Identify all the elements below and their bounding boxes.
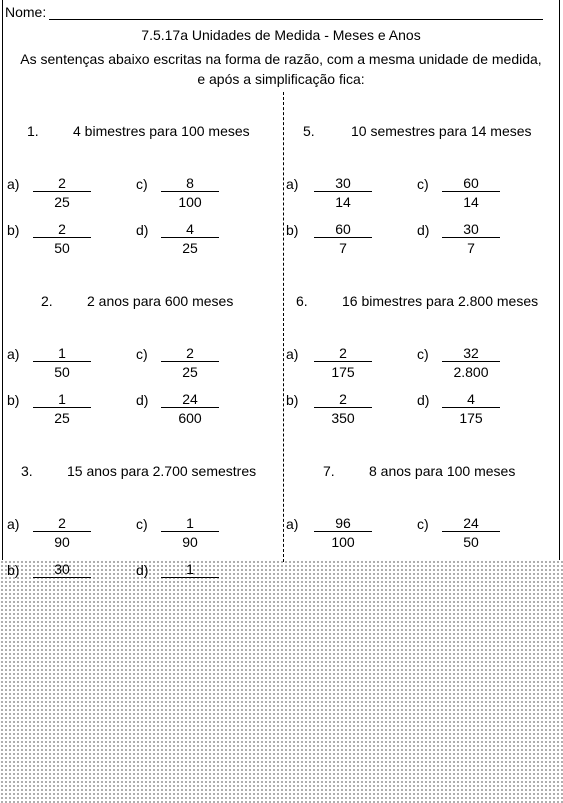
option-letter: d) bbox=[136, 562, 149, 578]
name-line bbox=[49, 19, 543, 20]
problem-text: 16 bimestres para 2.800 meses bbox=[342, 293, 539, 309]
fraction bbox=[314, 221, 372, 256]
fraction bbox=[442, 175, 500, 210]
fraction bbox=[161, 221, 219, 256]
problem-number: 2. bbox=[41, 293, 53, 309]
option-letter: a) bbox=[7, 346, 20, 362]
fraction bbox=[442, 221, 500, 256]
fraction-numerator: 8 bbox=[161, 175, 219, 192]
fraction bbox=[314, 345, 372, 380]
option-letter: a) bbox=[286, 176, 299, 192]
problem-number: 3. bbox=[21, 463, 33, 479]
fraction-denominator bbox=[33, 578, 91, 596]
fraction bbox=[442, 391, 500, 426]
fraction-numerator: 2 bbox=[33, 515, 91, 532]
fraction-denominator: 25 bbox=[54, 410, 70, 426]
fraction-numerator: 30 bbox=[442, 221, 500, 238]
fraction-denominator: 175 bbox=[459, 410, 483, 426]
fraction-denominator: 7 bbox=[467, 240, 475, 256]
fraction bbox=[314, 175, 372, 210]
fraction-numerator: 96 bbox=[314, 515, 372, 532]
fraction bbox=[161, 391, 219, 426]
fraction bbox=[314, 515, 372, 550]
problem-number: 1. bbox=[27, 123, 39, 139]
worksheet-title: 7.5.17a Unidades de Medida - Meses e Anos bbox=[141, 27, 421, 43]
fraction bbox=[442, 345, 500, 380]
fraction-denominator: 25 bbox=[182, 364, 198, 380]
fraction-denominator: 25 bbox=[182, 240, 198, 256]
option-letter: b) bbox=[7, 222, 20, 238]
option-letter: d) bbox=[417, 222, 430, 238]
fraction-numerator: 32 bbox=[442, 345, 500, 362]
fraction bbox=[33, 345, 91, 380]
fraction-denominator: 7 bbox=[339, 240, 347, 256]
fraction bbox=[33, 515, 91, 550]
fraction-denominator: 90 bbox=[54, 534, 70, 550]
fraction-denominator: 14 bbox=[335, 194, 351, 210]
fraction-numerator: 2 bbox=[33, 221, 91, 238]
fraction-numerator: 4 bbox=[442, 391, 500, 408]
option-letter: b) bbox=[7, 562, 20, 578]
problem-text: 10 semestres para 14 meses bbox=[351, 123, 532, 139]
problem-text: 4 bimestres para 100 meses bbox=[73, 123, 250, 139]
fraction bbox=[33, 221, 91, 256]
fraction bbox=[161, 561, 219, 596]
fraction bbox=[161, 345, 219, 380]
fraction-numerator: 24 bbox=[161, 391, 219, 408]
fraction bbox=[33, 391, 91, 426]
fraction-denominator: 50 bbox=[463, 534, 479, 550]
fraction-numerator: 2 bbox=[33, 175, 91, 192]
option-letter: a) bbox=[286, 516, 299, 532]
fraction bbox=[33, 561, 91, 596]
fraction bbox=[442, 515, 500, 550]
fraction-numerator: 24 bbox=[442, 515, 500, 532]
fraction-denominator: 175 bbox=[331, 364, 355, 380]
fraction-denominator: 100 bbox=[178, 194, 202, 210]
option-letter: a) bbox=[7, 176, 20, 192]
worksheet bbox=[2, 0, 560, 578]
fraction-denominator: 50 bbox=[54, 364, 70, 380]
fraction-numerator: 1 bbox=[33, 345, 91, 362]
option-letter: c) bbox=[136, 516, 148, 532]
problem-number: 5. bbox=[303, 123, 315, 139]
option-letter: b) bbox=[7, 392, 20, 408]
fraction bbox=[161, 175, 219, 210]
problem-number: 6. bbox=[296, 293, 308, 309]
problem-number: 7. bbox=[323, 463, 335, 479]
dotted-background bbox=[0, 560, 563, 803]
fraction-denominator bbox=[161, 578, 219, 596]
option-letter: a) bbox=[286, 346, 299, 362]
instruction-line-1: As sentenças abaixo escritas na forma de razão, com a mesma unidade de medida, bbox=[20, 51, 542, 67]
name-label: Nome: bbox=[5, 4, 47, 20]
option-letter: c) bbox=[417, 346, 429, 362]
option-letter: c) bbox=[417, 176, 429, 192]
option-letter: c) bbox=[136, 346, 148, 362]
fraction-numerator: 1 bbox=[33, 391, 91, 408]
problem-text: 8 anos para 100 meses bbox=[369, 463, 516, 479]
fraction-numerator: 2 bbox=[161, 345, 219, 362]
fraction-denominator: 350 bbox=[331, 410, 355, 426]
problem-text: 15 anos para 2.700 semestres bbox=[67, 463, 257, 479]
option-letter: c) bbox=[136, 176, 148, 192]
column-divider bbox=[283, 92, 284, 562]
option-letter: b) bbox=[286, 392, 299, 408]
option-letter: c) bbox=[417, 516, 429, 532]
fraction-denominator: 90 bbox=[182, 534, 198, 550]
fraction-numerator: 2 bbox=[314, 345, 372, 362]
fraction-denominator: 50 bbox=[54, 240, 70, 256]
fraction-numerator: 60 bbox=[442, 175, 500, 192]
fraction-numerator: 30 bbox=[33, 561, 91, 578]
option-letter: d) bbox=[136, 222, 149, 238]
problem-text: 2 anos para 600 meses bbox=[87, 293, 234, 309]
fraction-numerator: 60 bbox=[314, 221, 372, 238]
instruction-line-2: e após a simplificação fica: bbox=[197, 71, 365, 87]
fraction-denominator: 600 bbox=[178, 410, 202, 426]
fraction-numerator: 30 bbox=[314, 175, 372, 192]
option-letter: b) bbox=[286, 222, 299, 238]
fraction bbox=[33, 175, 91, 210]
fraction-denominator: 100 bbox=[331, 534, 355, 550]
fraction-denominator: 14 bbox=[463, 194, 479, 210]
fraction-numerator: 1 bbox=[161, 515, 219, 532]
fraction-numerator: 2 bbox=[314, 391, 372, 408]
fraction-numerator: 1 bbox=[161, 561, 219, 578]
option-letter: a) bbox=[7, 516, 20, 532]
fraction bbox=[314, 391, 372, 426]
fraction-denominator: 25 bbox=[54, 194, 70, 210]
fraction bbox=[161, 515, 219, 550]
fraction-denominator: 2.800 bbox=[453, 364, 489, 380]
fraction-numerator: 4 bbox=[161, 221, 219, 238]
option-letter: d) bbox=[136, 392, 149, 408]
option-letter: d) bbox=[417, 392, 430, 408]
